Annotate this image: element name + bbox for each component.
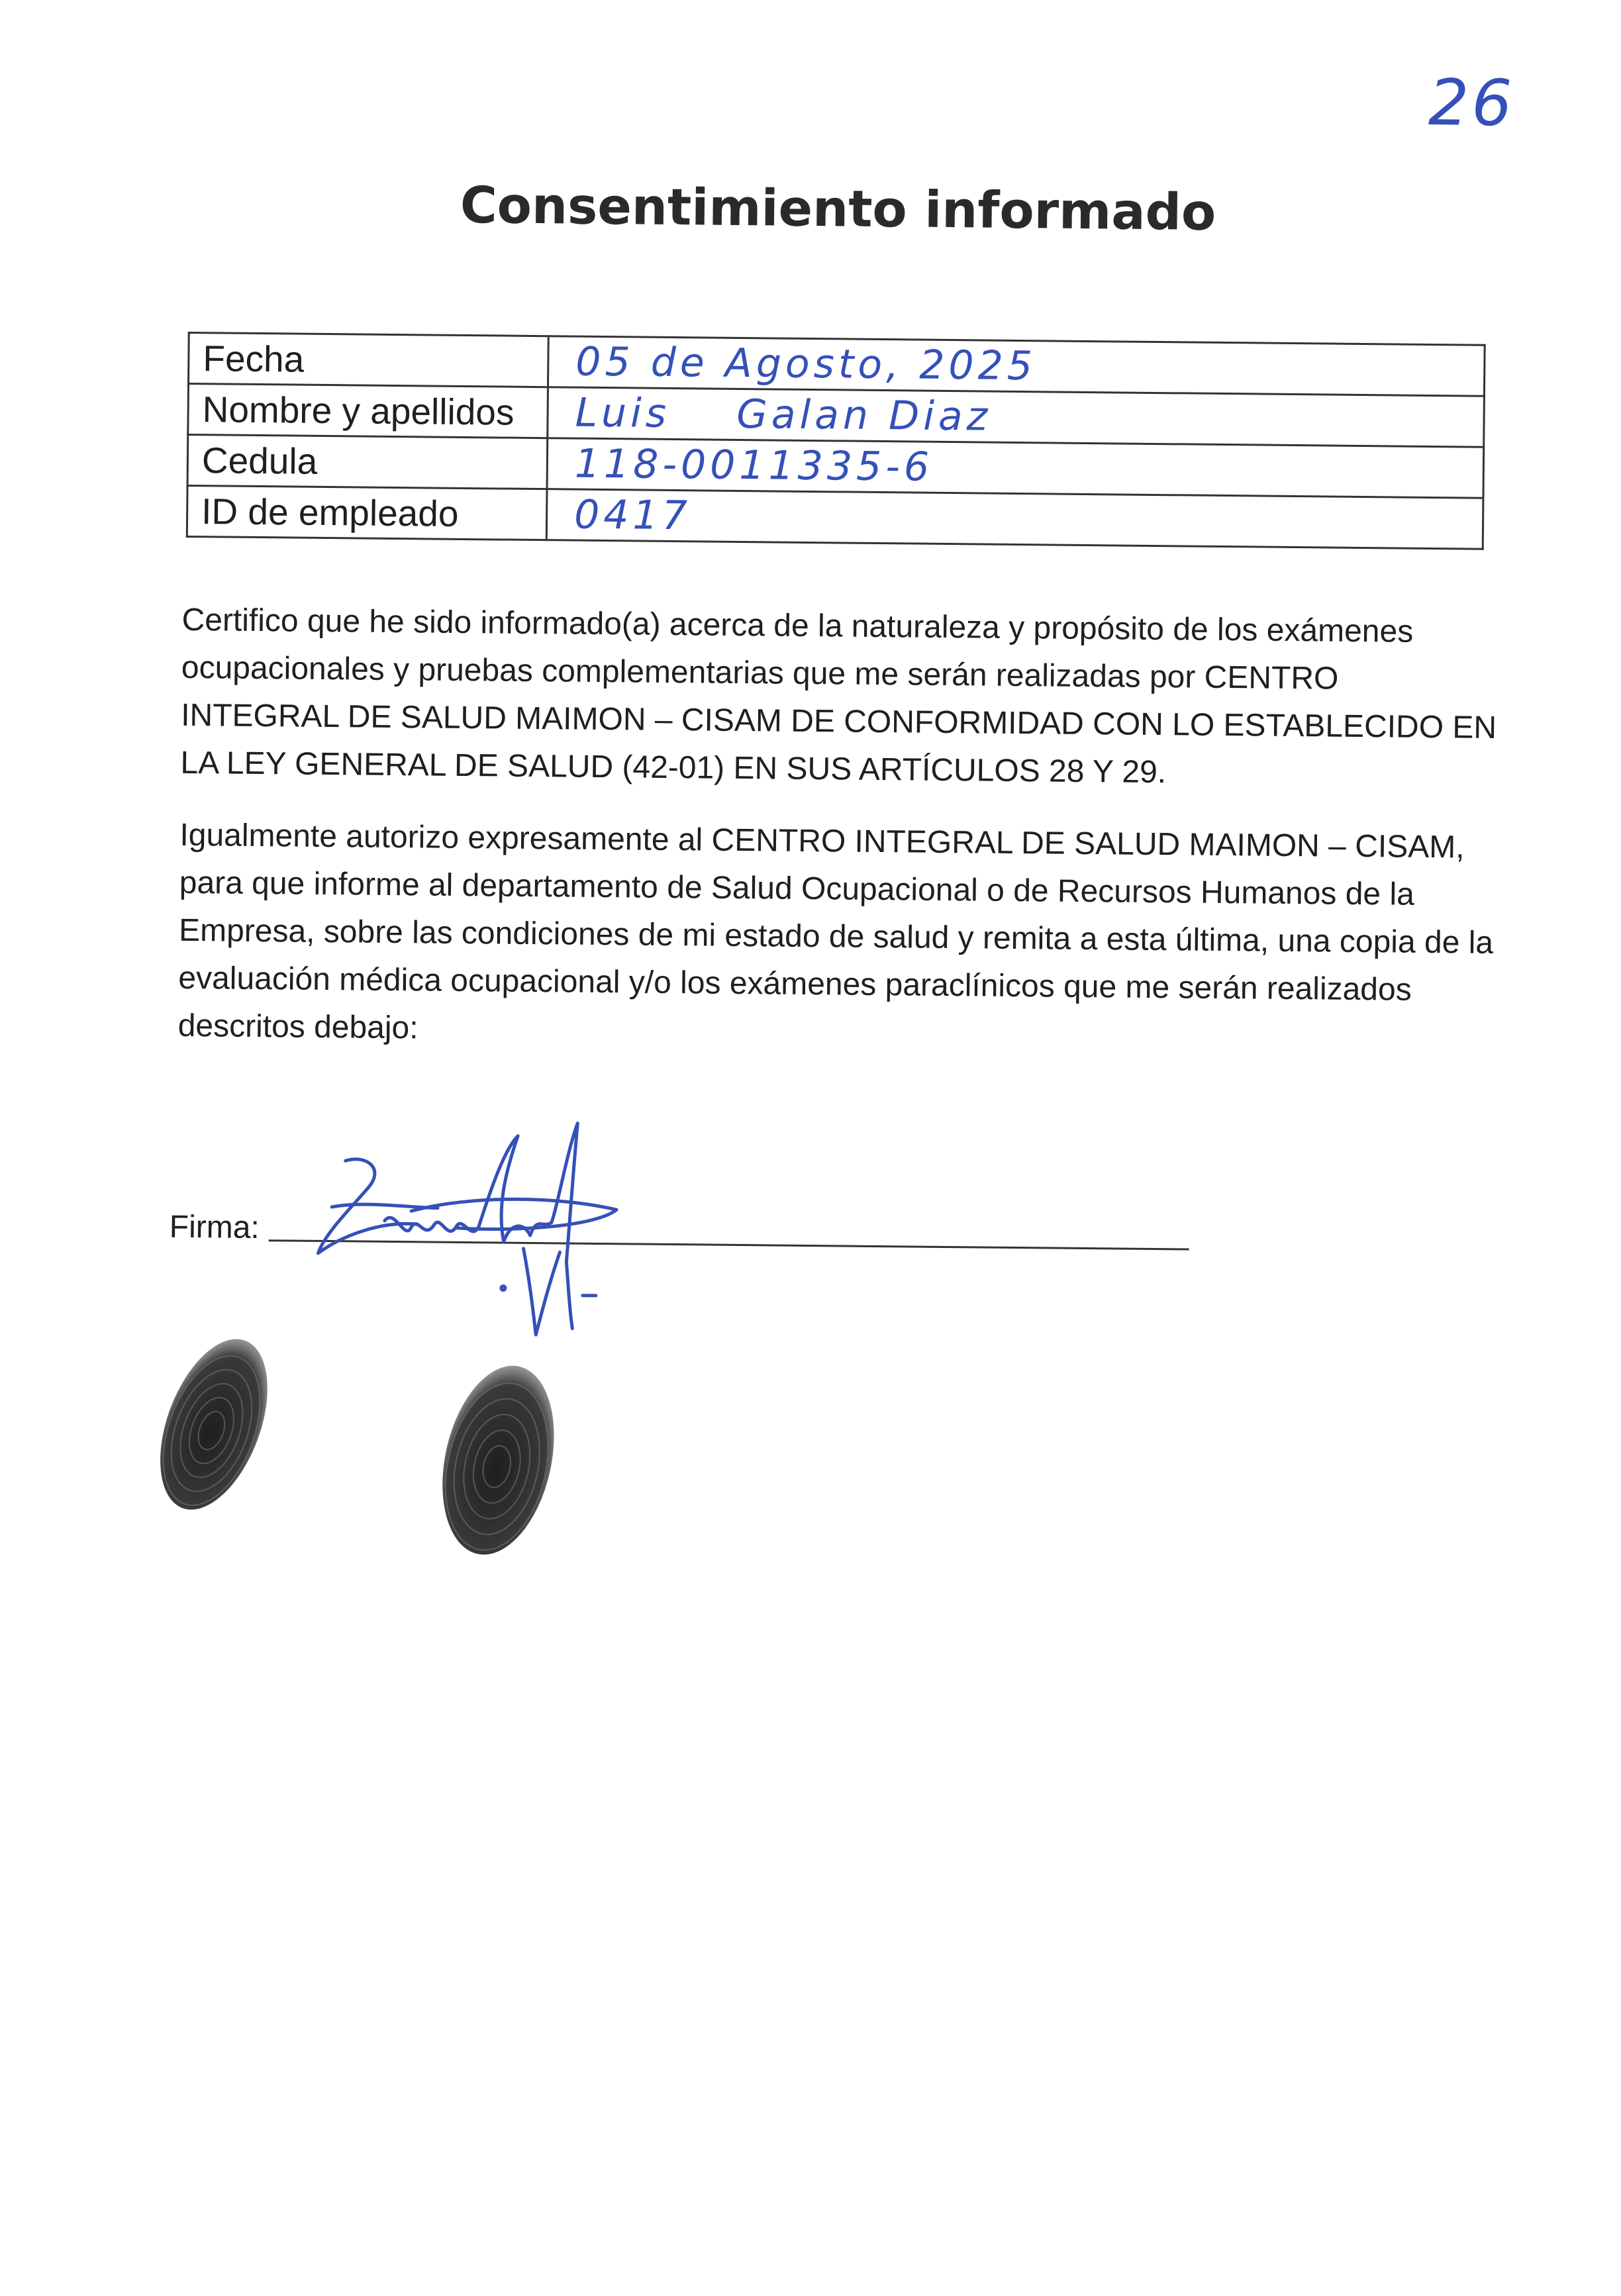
fingerprint-left: [150, 1325, 278, 1525]
personal-info-table: [186, 332, 1486, 550]
document-title: Consentimiento informado: [460, 175, 1216, 242]
consent-paragraph-2: Igualmente autorizo expresamente al CENTRO INTEGRAL DE SALUD MAIMON – CISAM, para que informe al departamento de Salud Ocupacional o de Recursos Humanos de la Empresa, sobre las condiciones de mi estado de salud y remita a esta última, una copia de la evaluación médica ocupacional y/o los exámenes paraclínicos que me serán realizados descritos debajo:: [177, 817, 1494, 1046]
field-label-cedula: Cedula: [187, 434, 548, 489]
field-value-nombre: Luis Galan Diaz: [548, 387, 1485, 448]
field-value-id-empleado: 0417: [546, 489, 1483, 550]
field-label-nombre: Nombre y apellidos: [188, 383, 548, 438]
handwritten-signature: [304, 1108, 704, 1363]
field-label-fecha: Fecha: [189, 332, 549, 387]
field-label-id-empleado: ID de empleado: [187, 485, 547, 540]
consent-paragraph-1: Certifico que he sido informado(a) acerca de la naturaleza y propósito de los exámenes ocupacionales y pruebas complementarias que me serán realizadas por CENTRO INTEGRAL DE SALUD MAIMON – CISAM DE CONFORMIDAD CON LO ESTABLECIDO EN LA LEY GENERAL DE SALUD (42-01) EN SUS ARTÍCULOS 28 Y 29.: [180, 602, 1497, 790]
handwritten-page-number: 26: [1428, 65, 1515, 141]
field-value-fecha: 05 de Agosto, 2025: [548, 336, 1485, 397]
field-value-cedula: 118-0011335-6: [547, 438, 1484, 499]
fingerprint-right: [428, 1354, 569, 1567]
signature-label: Firma:: [169, 1209, 260, 1246]
